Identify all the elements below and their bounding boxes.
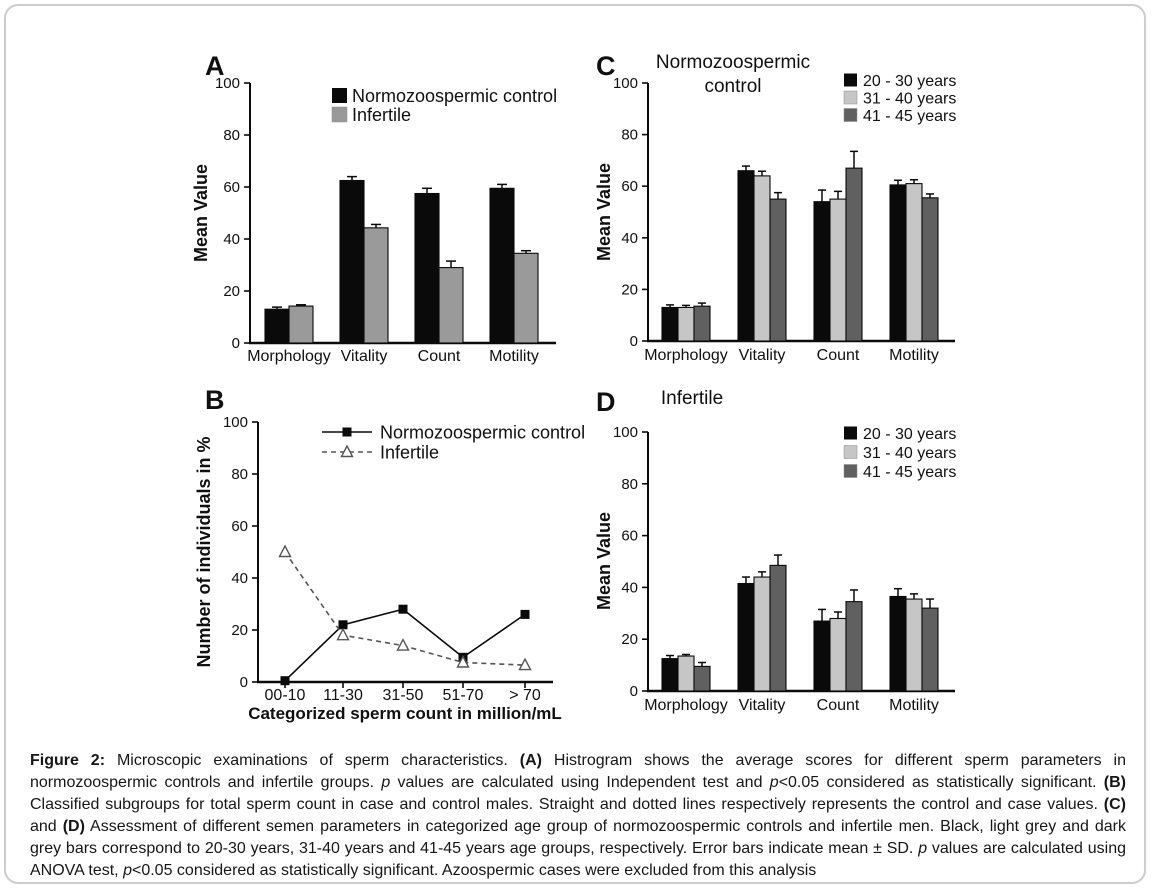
bar [770, 565, 786, 691]
marker-open-triangle [398, 640, 409, 651]
bar [678, 307, 694, 341]
y-axis-label: Mean Value [594, 511, 614, 611]
bar [289, 306, 313, 343]
caption-segment: <0.05 considered as statistically significant. Azoospermic cases were excluded from this analysis [131, 862, 817, 879]
legend-swatch [844, 109, 857, 122]
caption-segment: (D) [62, 818, 85, 835]
caption-segment: (C) [1103, 796, 1126, 813]
y-axis-label: Number of individuals in % [194, 436, 214, 668]
y-tick-label: 60 [621, 178, 638, 196]
caption-segment: Assessment of different semen parameters in categorized age group of normozoospermic controls and infertile men. Black, light grey and dark grey bars correspond to 20-30 years, 31-40 years and 41-45 years age groups, respectively. Error bars indicate mean ± SD. [30, 818, 1127, 857]
marker-filled-square [343, 428, 352, 437]
caption-segment: p [381, 774, 391, 791]
bar [890, 185, 906, 341]
y-tick-label: 0 [629, 333, 638, 350]
y-tick-label: 0 [231, 335, 240, 352]
marker-filled-square [399, 605, 408, 614]
legend-label: 20 - 30 years [863, 72, 957, 90]
figure-caption [30, 750, 1126, 882]
bar [738, 584, 754, 691]
legend-swatch [332, 88, 347, 103]
bar [415, 194, 439, 344]
y-tick-label: 60 [621, 527, 638, 545]
y-tick-label: 60 [223, 179, 240, 196]
x-axis-label: Categorized sperm count in million/mL [248, 704, 562, 723]
bar [906, 599, 922, 691]
bar [265, 309, 289, 343]
bar [846, 168, 862, 341]
y-tick-label: 100 [612, 424, 638, 441]
caption-segment: Histrogram shows the average scores for different sperm parameters in normozoospermic controls and infertile groups. [30, 752, 1127, 791]
category-label: Vitality [340, 348, 388, 365]
caption-segment: (A) [519, 752, 543, 769]
bar [694, 666, 710, 691]
panel-title: control [704, 76, 762, 97]
bar [906, 184, 922, 341]
bar [340, 181, 364, 344]
legend-swatch [332, 107, 347, 122]
bar [770, 199, 786, 341]
x-tick-label: 11-30 [323, 687, 363, 704]
category-label: Motility [889, 347, 939, 364]
bar [830, 618, 846, 691]
panel-title: Normozoospermic [655, 52, 811, 73]
y-tick-label: 20 [621, 631, 638, 649]
caption-segment: Microscopic examinations of sperm characteristics. [105, 752, 520, 769]
bar [846, 602, 862, 691]
legend-label: 41 - 45 years [863, 107, 957, 125]
bar [738, 171, 754, 341]
bar [890, 596, 906, 691]
y-tick-label: 100 [214, 75, 240, 92]
caption-segment: Classified subgroups for total sperm count in case and control males. Straight and dotted lines respectively represents the control and case values. [30, 796, 1104, 813]
caption-segment: p [123, 862, 132, 879]
bar [439, 268, 463, 343]
panel-letter: C [596, 51, 616, 81]
caption-segment: and [30, 818, 63, 835]
bar [662, 307, 678, 341]
x-tick-label: 31-50 [382, 687, 424, 704]
caption-segment: p [769, 774, 779, 791]
x-tick-label: > 70 [509, 687, 541, 704]
bar [814, 202, 830, 341]
legend-swatch [844, 446, 857, 459]
panel-title: Infertile [660, 388, 724, 409]
y-tick-label: 40 [223, 231, 240, 248]
legend-label: 31 - 40 years [863, 444, 957, 462]
y-tick-label: 80 [223, 127, 240, 144]
category-label: Morphology [644, 347, 728, 364]
panel-letter: B [205, 385, 225, 415]
category-label: Count [417, 348, 461, 365]
category-label: Morphology [644, 697, 728, 714]
x-tick-label: 00-10 [264, 687, 306, 704]
y-tick-label: 20 [223, 283, 240, 300]
bar [662, 659, 678, 691]
y-tick-label: 80 [621, 126, 638, 144]
bar [922, 608, 938, 691]
y-tick-label: 80 [231, 466, 248, 483]
y-tick-label: 0 [239, 674, 248, 691]
bar [754, 577, 770, 691]
category-label: Vitality [738, 347, 786, 364]
category-label: Morphology [247, 348, 331, 365]
y-tick-label: 40 [621, 229, 638, 247]
y-tick-label: 100 [612, 75, 638, 92]
caption-segment: values are calculated using Independent test and [390, 774, 770, 791]
category-label: Motility [489, 348, 539, 365]
bar [678, 656, 694, 691]
marker-open-triangle [338, 629, 349, 640]
bar [814, 621, 830, 691]
y-tick-label: 100 [222, 414, 248, 431]
y-tick-label: 80 [621, 475, 638, 493]
category-label: Vitality [738, 697, 786, 714]
y-axis-label: Mean Value [594, 162, 614, 262]
y-tick-label: 0 [629, 683, 638, 700]
bar [514, 253, 538, 343]
x-tick-label: 51-70 [442, 687, 484, 704]
panel-letter: D [596, 387, 616, 417]
legend-label: Normozoospermic control [352, 85, 558, 106]
legend-swatch [844, 465, 857, 478]
y-tick-label: 60 [231, 518, 248, 535]
category-label: Count [816, 347, 860, 364]
y-axis-label: Mean Value [191, 163, 211, 263]
category-label: Count [816, 697, 860, 714]
legend-label: Infertile [352, 104, 412, 125]
caption-segment: p [918, 840, 928, 857]
bar [922, 198, 938, 341]
legend-label: 41 - 45 years [863, 463, 957, 481]
marker-open-triangle [280, 546, 291, 557]
legend-label: 20 - 30 years [863, 425, 957, 443]
caption-segment: values are calculated using ANOVA test, [30, 840, 1126, 879]
y-tick-label: 20 [231, 622, 248, 639]
bar [754, 176, 770, 341]
y-tick-label: 40 [231, 570, 248, 587]
caption-segment: Figure 2: [30, 752, 106, 769]
bar [364, 228, 388, 343]
legend-label: Normozoospermic control [380, 422, 586, 443]
category-label: Motility [889, 697, 939, 714]
y-tick-label: 20 [621, 281, 638, 299]
caption-segment: (B) [1103, 774, 1127, 791]
y-tick-label: 40 [621, 579, 638, 597]
marker-filled-square [281, 676, 290, 685]
bar [830, 199, 846, 341]
legend-swatch [844, 74, 857, 87]
legend-label: Infertile [380, 442, 440, 463]
marker-filled-square [521, 610, 530, 619]
panel-letter: A [205, 51, 225, 81]
bar [694, 306, 710, 341]
legend-swatch [844, 427, 857, 440]
legend-swatch [844, 91, 857, 104]
caption-segment: <0.05 considered as statistically significant. [778, 774, 1104, 791]
bar [490, 188, 514, 343]
legend-label: 31 - 40 years [863, 90, 957, 108]
